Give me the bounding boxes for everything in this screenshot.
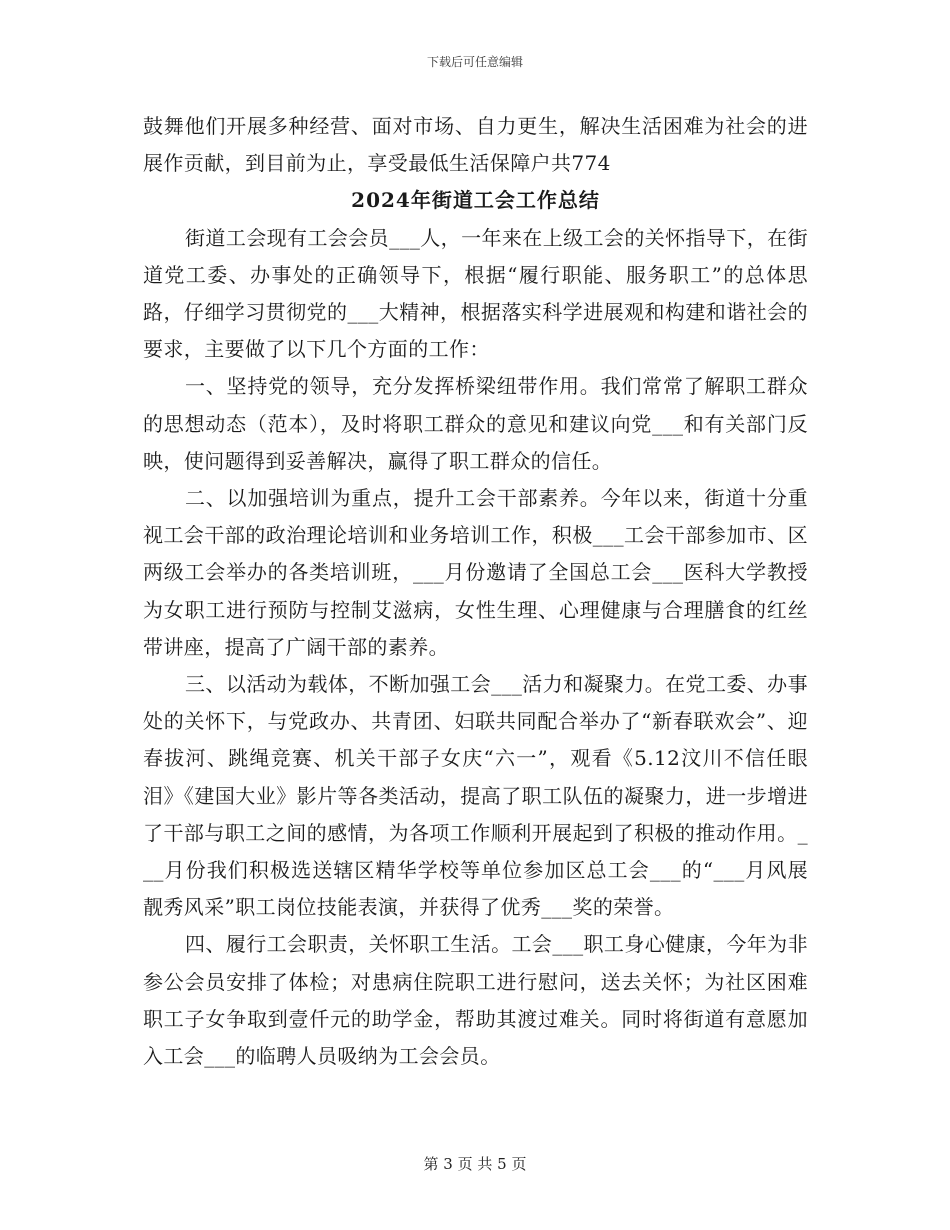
intro-paragraph: 鼓舞他们开展多种经营、面对市场、自力更生，解决生活困难为社会的进展作贡献，到目前为止，享受最低生活保障户共774 [143,114,808,176]
paragraph-section-3: 三、以活动为载体，不断加强工会___活力和凝聚力。在党工委、办事处的关怀下，与党政办、共青团、妇联共同配合举办了“新春联欢会”、迎春拔河、跳绳竞赛、机关干部子女庆“六一”，观看《5.12汶川不信任眼泪》《建国大业》影片等各类活动，提高了职工队伍的凝聚力，进一步增进了干部与职工之间的感情，为各项工作顺利开展起到了积极的推动作用。___月份我们积极选送辖区精华学校等单位参加区总工会___的“___月风展靓秀风采”职工岗位技能表演，并获得了优秀___奖的荣誉。 [143,672,808,920]
paragraph-section-4: 四、履行工会职责，关怀职工生活。工会___职工身心健康，今年为非参公会员安排了体检；对患病住院职工进行慰问，送去关怀；为社区困难职工子女争取到壹仟元的助学金，帮助其渡过难关。同时将街道有意愿加入工会___的临聘人员吸纳为工会会员。 [143,932,808,1069]
paragraph-section-1: 一、坚持党的领导，充分发挥桥梁纽带作用。我们常常了解职工群众的思想动态（范本），及时将职工群众的意见和建议向党___和有关部门反映，使问题得到妥善解决，赢得了职工群众的信任。 [143,374,808,473]
page-header-note: 下载后可任意编辑 [426,55,523,69]
document-body [143,108,808,1075]
page-number: 第 3 页 共 5 页 [423,1155,527,1173]
paragraph-section-2: 二、以加强培训为重点，提升工会干部素养。今年以来，街道十分重视工会干部的政治理论培训和业务培训工作，积极___工会干部参加市、区两级工会举办的各类培训班，___月份邀请了全国总工会___医科大学教授为女职工进行预防与控制艾滋病，女性生理、心理健康与合理膳食的红丝带讲座，提高了广阔干部的素养。 [143,486,808,659]
paragraph-opening: 街道工会现有工会会员___人，一年来在上级工会的关怀指导下，在街道党工委、办事处的正确领导下，根据“履行职能、服务职工”的总体思路，仔细学习贯彻党的___大精神，根据落实科学进展观和构建和谐社会的要求，主要做了以下几个方面的工作： [143,225,808,362]
document-title: 2024年街道工会工作总结 [351,188,600,213]
